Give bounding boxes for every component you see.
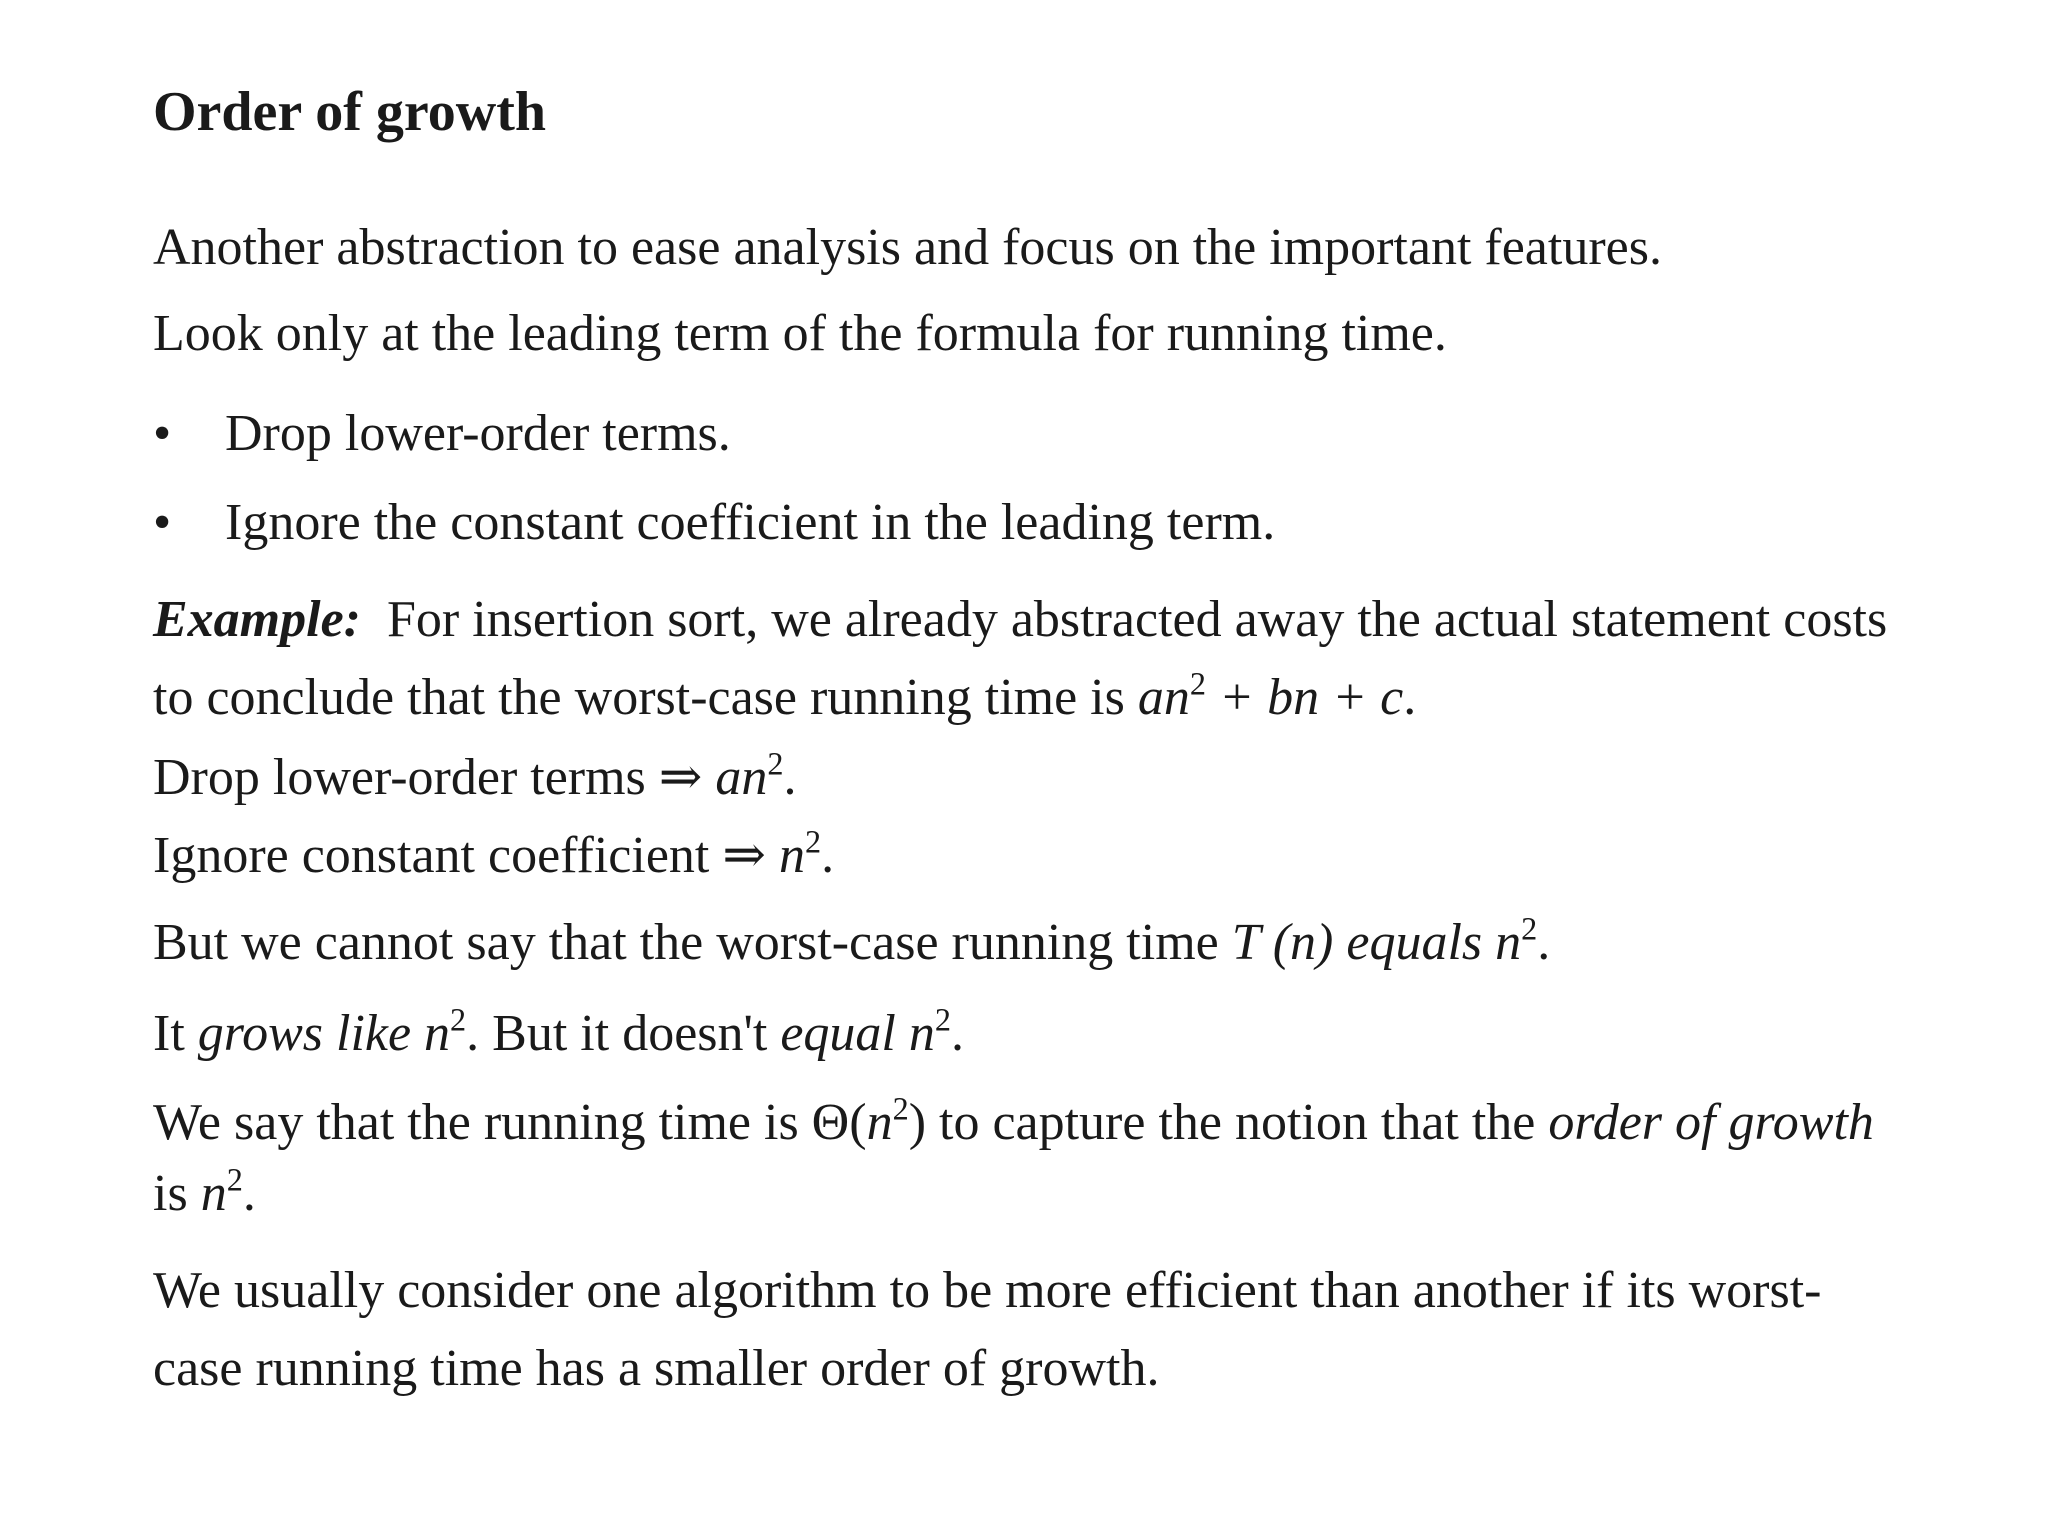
conclusion-line-1: We usually consider one algorithm to be more efficient than another if its worst-	[153, 1262, 1822, 1319]
conclusion-line-2: case running time has a smaller order of growth.	[153, 1340, 1160, 1397]
drop-terms-line: Drop lower-order terms ⇒ $an^2$.	[153, 745, 797, 806]
math-tn: T (n)	[1231, 914, 1334, 971]
math-n: n	[1495, 914, 1522, 971]
math-an: an	[1137, 669, 1190, 726]
bullet-text: Ignore the constant coefficient in the leading term.	[225, 494, 1276, 551]
bullet-item-drop-terms	[153, 405, 731, 462]
example-label: Example:	[153, 591, 361, 648]
theta-line-1: We say that the running time is $\Theta(n^2)$ to capture the notion that the order of growth	[153, 1090, 1874, 1151]
math-bn-c: + bn + c	[1205, 669, 1404, 726]
bullet-text: Drop lower-order terms.	[225, 405, 731, 462]
page-title: Order of growth	[153, 81, 546, 143]
math-n: n	[866, 1094, 893, 1151]
bullet-icon: •	[153, 494, 172, 551]
math-an: an	[715, 749, 768, 806]
example-text: For insertion sort, we already abstracted away the actual statement costs	[386, 591, 1888, 648]
theta-line-2: is $n^2$.	[153, 1161, 256, 1222]
math-n: n	[778, 827, 805, 884]
ignore-coefficient-line: Ignore constant coefficient ⇒ $n^2$.	[153, 823, 835, 884]
bullet-item-ignore-coefficient	[153, 494, 1276, 551]
example-line-1	[153, 591, 1888, 648]
order-of-growth-phrase: order of growth	[1548, 1094, 1874, 1151]
bullet-icon: •	[153, 405, 172, 462]
grows-like-line: It grows like $n^2$. But it doesn't equal $n^2$.	[153, 1001, 964, 1062]
example-line-2: to conclude that the worst-case running time is $an^2$ + bn + c.	[153, 665, 1417, 726]
cannot-say-line: But we cannot say that the worst-case running time T (n) equals $n^2$.	[153, 910, 1551, 971]
math-n: n	[200, 1165, 227, 1222]
intro-line-2: Look only at the leading term of the formula for running time.	[153, 305, 1447, 362]
intro-line-1: Another abstraction to ease analysis and focus on the important features.	[153, 219, 1662, 276]
